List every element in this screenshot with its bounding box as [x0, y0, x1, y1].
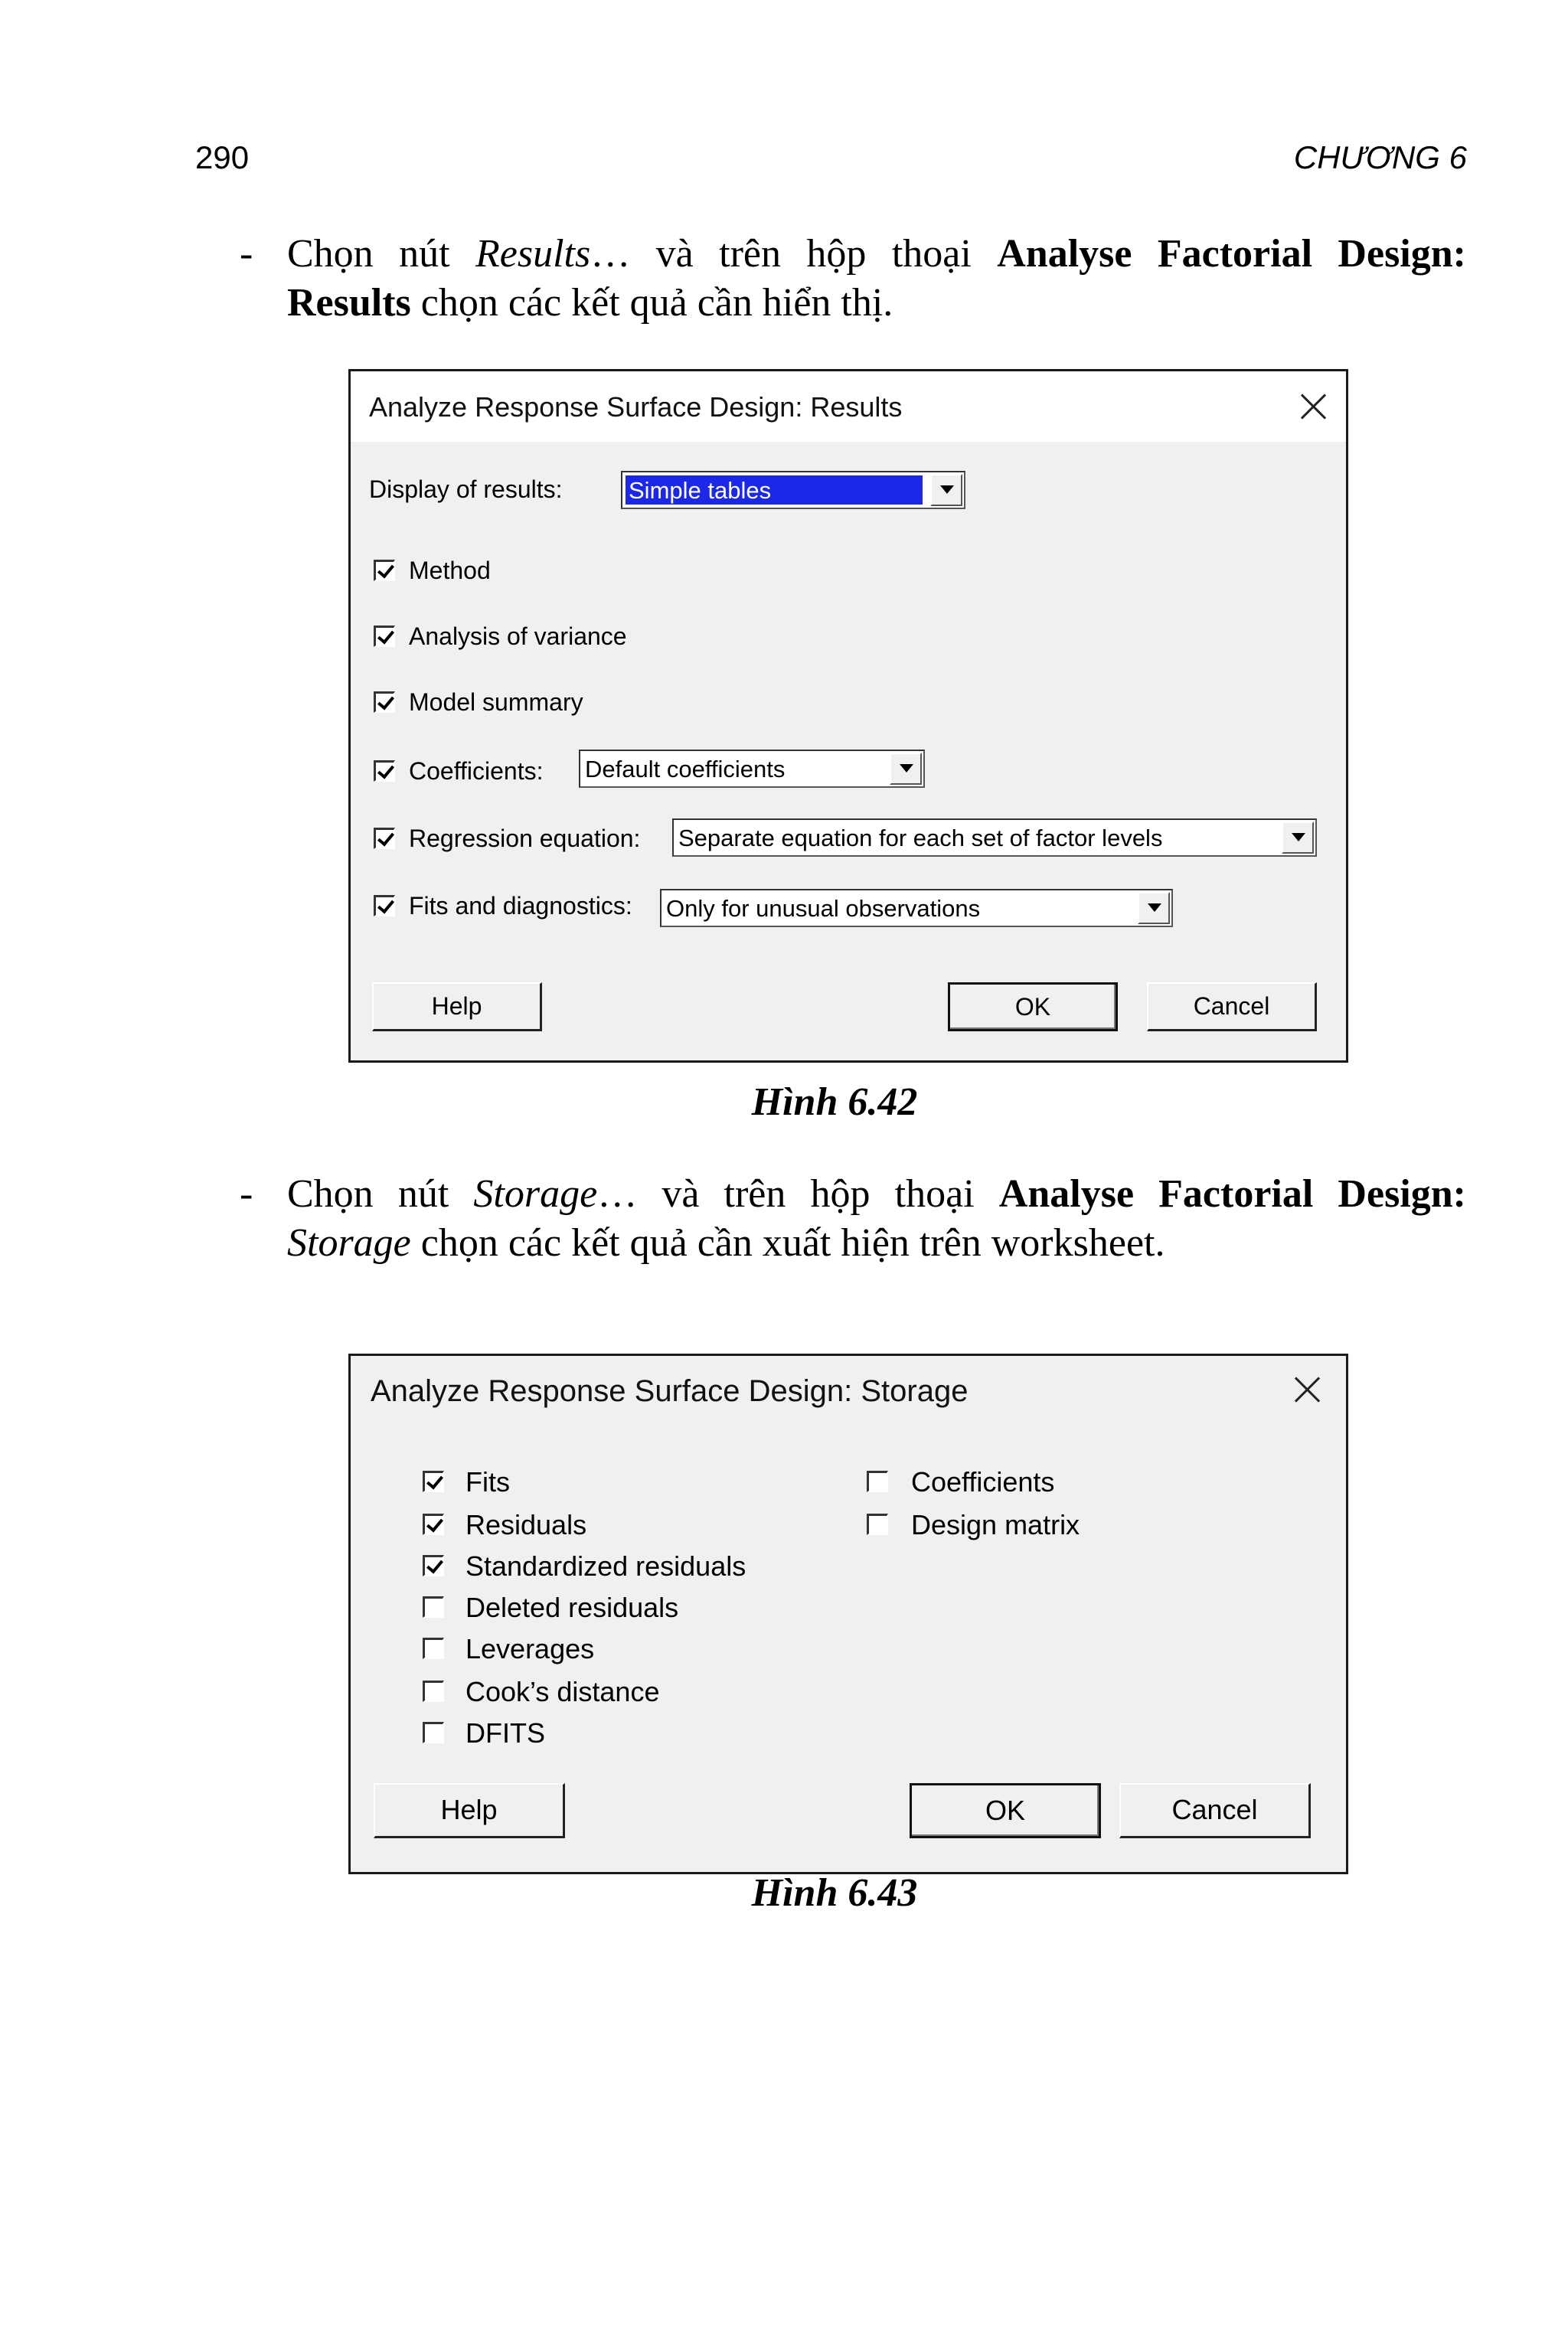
model-summary-label: Model summary — [409, 688, 583, 716]
chevron-down-icon[interactable] — [1282, 822, 1314, 854]
method-checkbox[interactable] — [374, 560, 395, 581]
cancel-button[interactable]: Cancel — [1119, 1783, 1311, 1838]
coefficients-label: Coefficients: — [409, 757, 544, 785]
paragraph-line: Results chọn các kết quả cần hiển thị. — [287, 281, 893, 325]
leverages-checkbox[interactable] — [423, 1638, 444, 1659]
coefficients-value: Default coefficients — [585, 756, 786, 782]
analysis-of-variance-checkbox[interactable] — [374, 626, 395, 647]
fits-and-diagnostics-value: Only for unusual observations — [666, 895, 981, 922]
paragraph-line: Storage chọn các kết quả cần xuất hiện trên worksheet. — [287, 1221, 1165, 1265]
standardized-residuals-checkbox[interactable] — [423, 1555, 444, 1576]
dialog-title: Analyze Response Surface Design: Storage — [371, 1374, 969, 1408]
regression-equation-label: Regression equation: — [409, 825, 641, 852]
model-summary-checkbox[interactable] — [374, 691, 395, 713]
regression-equation-value: Separate equation for each set of factor levels — [678, 825, 1163, 851]
ok-button[interactable]: OK — [910, 1783, 1101, 1838]
design-matrix-checkbox[interactable] — [867, 1514, 888, 1535]
close-icon[interactable] — [1291, 1373, 1325, 1406]
fits-label: Fits — [466, 1466, 510, 1498]
paragraph-line: Chọn nút Storage… và trên hộp thoại Analyse Factorial Design: — [287, 1172, 1466, 1216]
instruction-paragraph-storage — [240, 1170, 1466, 1268]
display-of-results-label: Display of results: — [369, 475, 563, 503]
dialog-titlebar — [351, 1356, 1346, 1410]
design-matrix-label: Design matrix — [911, 1509, 1080, 1540]
display-of-results-value: Simple tables — [629, 477, 772, 504]
dfits-checkbox[interactable] — [423, 1722, 444, 1743]
bullet-dash: - — [240, 232, 253, 276]
coefficients-select[interactable] — [579, 750, 925, 788]
bullet-dash: - — [240, 1172, 253, 1216]
display-of-results-select[interactable] — [621, 471, 965, 509]
cooks-distance-label: Cook’s distance — [466, 1676, 660, 1707]
paragraph-line: Chọn nút Results… và trên hộp thoại Analyse Factorial Design: — [287, 232, 1466, 276]
fits-and-diagnostics-checkbox[interactable] — [374, 895, 395, 916]
fits-checkbox[interactable] — [423, 1471, 444, 1492]
standardized-residuals-label: Standardized residuals — [466, 1550, 746, 1582]
coefficients-checkbox[interactable] — [374, 760, 395, 782]
residuals-label: Residuals — [466, 1509, 587, 1540]
cancel-button[interactable]: Cancel — [1147, 982, 1317, 1031]
coefficients-label: Coefficients — [911, 1466, 1055, 1498]
cooks-distance-checkbox[interactable] — [423, 1681, 444, 1702]
storage-dialog — [348, 1354, 1348, 1874]
selected-option-highlight — [626, 475, 923, 505]
figure-caption: Hình 6.43 — [751, 1871, 918, 1915]
dialog-title: Analyze Response Surface Design: Results — [369, 391, 903, 423]
fits-and-diagnostics-select[interactable] — [660, 889, 1173, 927]
chevron-down-icon[interactable] — [890, 753, 922, 785]
residuals-checkbox[interactable] — [423, 1514, 444, 1535]
fits-and-diagnostics-label: Fits and diagnostics: — [409, 892, 632, 920]
regression-equation-select[interactable] — [672, 818, 1317, 857]
coefficients-checkbox[interactable] — [867, 1471, 888, 1492]
instruction-paragraph-results — [240, 230, 1466, 328]
dfits-label: DFITS — [466, 1717, 545, 1749]
chapter-header: CHƯƠNG 6 — [1293, 139, 1467, 175]
leverages-label: Leverages — [466, 1633, 595, 1664]
chevron-down-icon[interactable] — [930, 474, 962, 506]
method-label: Method — [409, 557, 491, 584]
help-button[interactable]: Help — [374, 1783, 565, 1838]
deleted-residuals-checkbox[interactable] — [423, 1596, 444, 1618]
dialog-titlebar — [351, 371, 1346, 442]
chevron-down-icon[interactable] — [1138, 892, 1170, 924]
regression-equation-checkbox[interactable] — [374, 828, 395, 849]
deleted-residuals-label: Deleted residuals — [466, 1592, 679, 1623]
page-number: 290 — [195, 139, 250, 175]
analysis-of-variance-label: Analysis of variance — [409, 622, 627, 650]
ok-button[interactable]: OK — [948, 982, 1118, 1031]
figure-caption: Hình 6.42 — [751, 1080, 918, 1124]
results-dialog — [348, 369, 1348, 1063]
close-icon[interactable] — [1297, 390, 1331, 423]
help-button[interactable]: Help — [372, 982, 542, 1031]
